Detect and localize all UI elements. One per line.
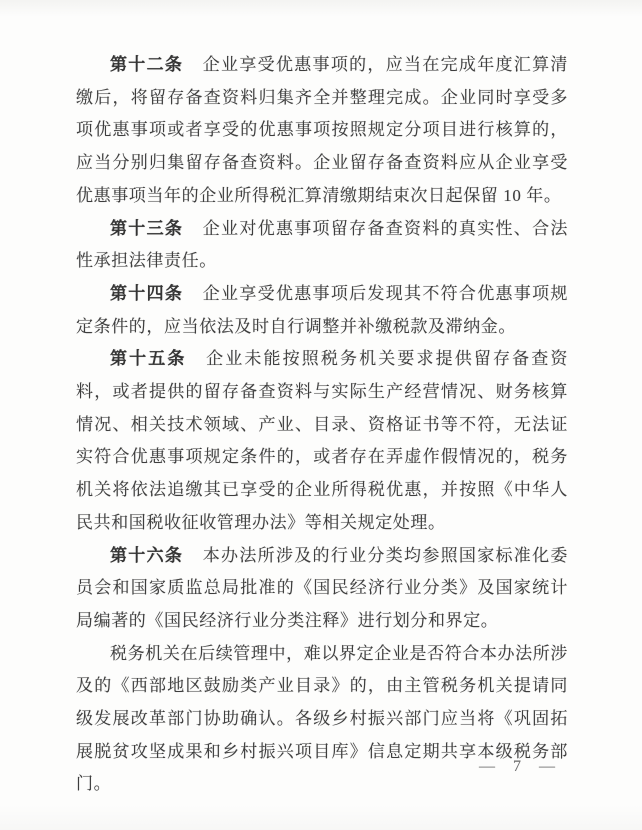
paragraph: 税务机关在后续管理中，难以界定企业是否符合本办法所涉及的《西部地区鼓励类产业目录》的，由主管税务机关提请同级发展改革部门协助确认。各级乡村振兴部门应当将《巩固拓展脱贫攻坚成果和乡村振兴项目库》信息定期共享本级税务部门。	[76, 643, 568, 794]
paragraph: 第十五条 企业未能按照税务机关要求提供留存备查资料，或者提供的留存备查资料与实际生产经营情况、财务核算情况、相关技术领域、产业、目录、资格证书等不符，无法证实符合优惠事项规定条件的，或者存在弄虚作假情况的，税务机关将依法追缴其已享受的企业所得税优惠，并按照《中华人民共和国税收征收管理办法》等相关规定处理。	[76, 349, 569, 532]
article-number: 第十三条	[110, 218, 184, 238]
article-number: 第十六条	[110, 545, 184, 565]
paragraph: 第十三条 企业对优惠事项留存备查资料的真实性、合法性承担法律责任。	[76, 218, 569, 271]
page-number: — 7 —	[479, 758, 562, 775]
document-body	[76, 49, 568, 801]
article-number: 第十二条	[110, 55, 184, 74]
paragraph: 第十四条 企业享受优惠事项后发现其不符合优惠事项规定条件的，应当依法及时自行调整并补缴税款及滞纳金。	[76, 283, 569, 336]
paragraph: 第十六条 本办法所涉及的行业分类均参照国家标准化委员会和国家质监总局批准的《国民经济行业分类》及国家统计局编著的《国民经济行业分类注释》进行划分和界定。	[76, 545, 569, 630]
article-number: 第十四条	[110, 283, 184, 303]
paragraph: 第十二条 企业享受优惠事项的，应当在完成年度汇算清缴后，将留存备查资料归集齐全并整理完成。企业同时享受多项优惠事项或者享受的优惠事项按照规定分项目进行核算的，应当分别归集留存备查资料。企业留存备查资料应从企业享受优惠事项当年的企业所得税汇算清缴期结束次日起保留 10 年。	[76, 55, 569, 205]
article-number: 第十五条	[110, 349, 187, 369]
